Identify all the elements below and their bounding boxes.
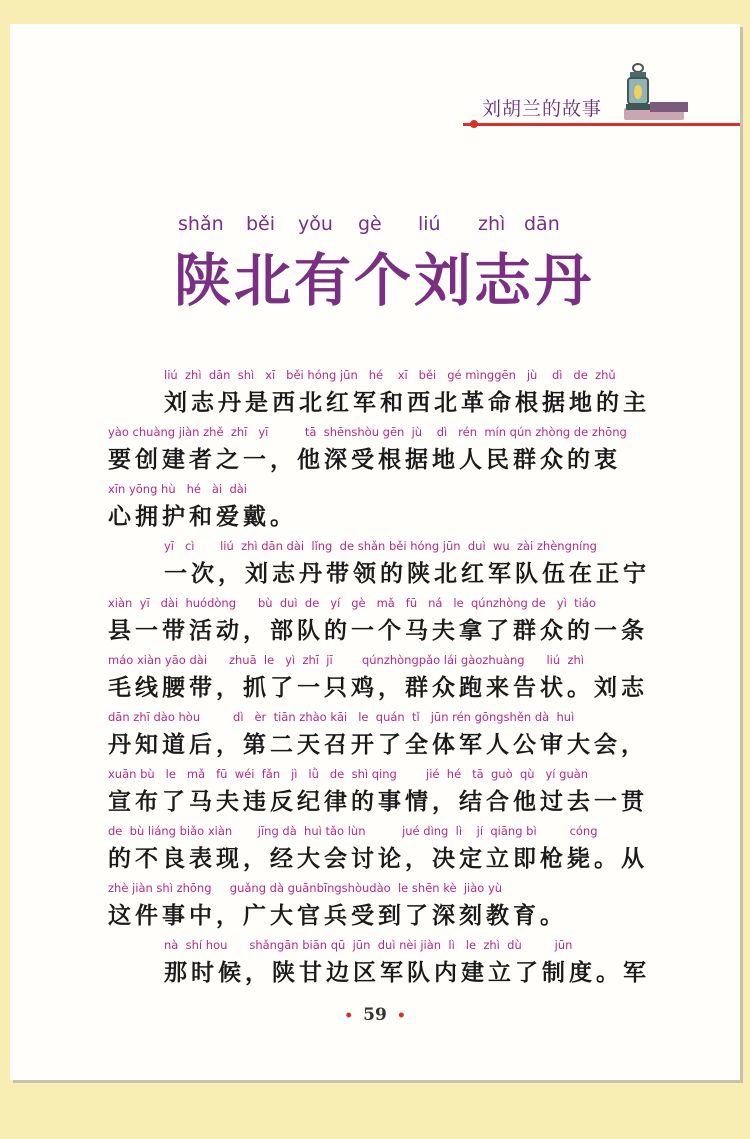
text-line <box>108 759 648 816</box>
hanzi-line: 心拥护和爱戴。 <box>108 503 297 530</box>
hanzi-line: 刘志丹是西北红军和西北革命根据地的主 <box>164 389 650 416</box>
text-line <box>108 873 643 930</box>
title-pinyin-syllable: zhì <box>478 213 506 235</box>
text-line <box>108 531 650 588</box>
text-line <box>108 417 643 474</box>
hanzi-line: 的不良表现，经大会讨论，决定立即枪毙。从 <box>108 845 648 872</box>
text-line <box>108 645 648 702</box>
title-pinyin-syllable: liú <box>418 213 441 235</box>
title-pinyin-syllable: dān <box>524 213 560 235</box>
text-line <box>108 474 643 531</box>
chapter-title: 陕北有个刘志丹 <box>174 248 594 314</box>
title-pinyin-syllable: yǒu <box>298 213 333 235</box>
book-title: 刘胡兰的故事 <box>482 98 603 120</box>
title-pinyin-syllable: běi <box>246 213 276 235</box>
text-line <box>108 702 648 759</box>
pinyin-line: máo xiàn yāo dài zhuā le yì zhī jī qúnzhòngpǎo lái gàozhuàng liú zhì <box>108 653 584 667</box>
page-number-value: 59 <box>363 1005 387 1025</box>
pinyin-line: liú zhì dān shì xī běi hóng jūn hé xī běi gé mìnggēn jù dì de zhǔ <box>164 368 616 382</box>
hanzi-line: 毛线腰带，抓了一只鸡，群众跑来告状。刘志 <box>108 674 648 701</box>
text-line <box>108 816 648 873</box>
body-text <box>108 360 650 987</box>
hanzi-line: 宣布了马夫违反纪律的事情，结合他过去一贯 <box>108 788 648 815</box>
title-pinyin-syllable: shǎn <box>178 213 224 235</box>
header-rule <box>463 123 740 126</box>
hanzi-line: 县一带活动，部队的一个马夫拿了群众的一条 <box>108 617 648 644</box>
text-line <box>108 360 650 417</box>
pinyin-line: yào chuàng jiàn zhě zhī yī tā shēnshòu gēn jù dì rén mín qún zhòng de zhōng <box>108 425 627 439</box>
pinyin-line: zhè jiàn shì zhōng guǎng dà guānbīngshòudào le shēn kè jiào yù <box>108 881 503 895</box>
hanzi-line: 一次，刘志丹带领的陕北红军队伍在正宁 <box>164 560 650 587</box>
page-number <box>0 1005 750 1025</box>
title-pinyin-syllable: gè <box>358 213 382 235</box>
pinyin-line: dān zhī dào hòu dì èr tiān zhào kāi le quán tǐ jūn rén gōngshěn dà huì <box>108 710 575 724</box>
hanzi-line: 要创建者之一，他深受根据地人民群众的衷 <box>108 446 621 473</box>
lantern-book-icon <box>620 62 692 126</box>
page-number-dot-right: • <box>396 1008 406 1024</box>
hanzi-line: 那时候，陕甘边区军队内建立了制度。军 <box>164 959 650 986</box>
page-number-dot-left: • <box>344 1008 354 1024</box>
hanzi-line: 丹知道后，第二天召开了全体军人公审大会， <box>108 731 648 758</box>
pinyin-line: xiàn yī dài huódòng bù duì de yí gè mǎ fū ná le qúnzhòng de yì tiáo <box>108 596 596 610</box>
pinyin-line: xīn yōng hù hé ài dài <box>108 482 247 496</box>
pinyin-line: yī cì liú zhì dān dài lǐng de shǎn běi hóng jūn duì wu zài zhèngníng <box>164 539 597 553</box>
text-line <box>108 588 648 645</box>
pinyin-line: nà shí hou shǎngān biān qū jūn duì nèi jiàn lì le zhì dù jūn <box>164 938 573 952</box>
header-rule-dot <box>470 120 478 128</box>
hanzi-line: 这件事中，广大官兵受到了深刻教育。 <box>108 902 567 929</box>
text-line <box>108 930 650 987</box>
pinyin-line: de bù liáng biǎo xiàn jīng dà huì tǎo lùn jué dìng lì jí qiāng bì cóng <box>108 824 598 838</box>
pinyin-line: xuān bù le mǎ fū wéi fǎn jì lǜ de shì qing jié hé tā guò qù yí guàn <box>108 767 589 781</box>
